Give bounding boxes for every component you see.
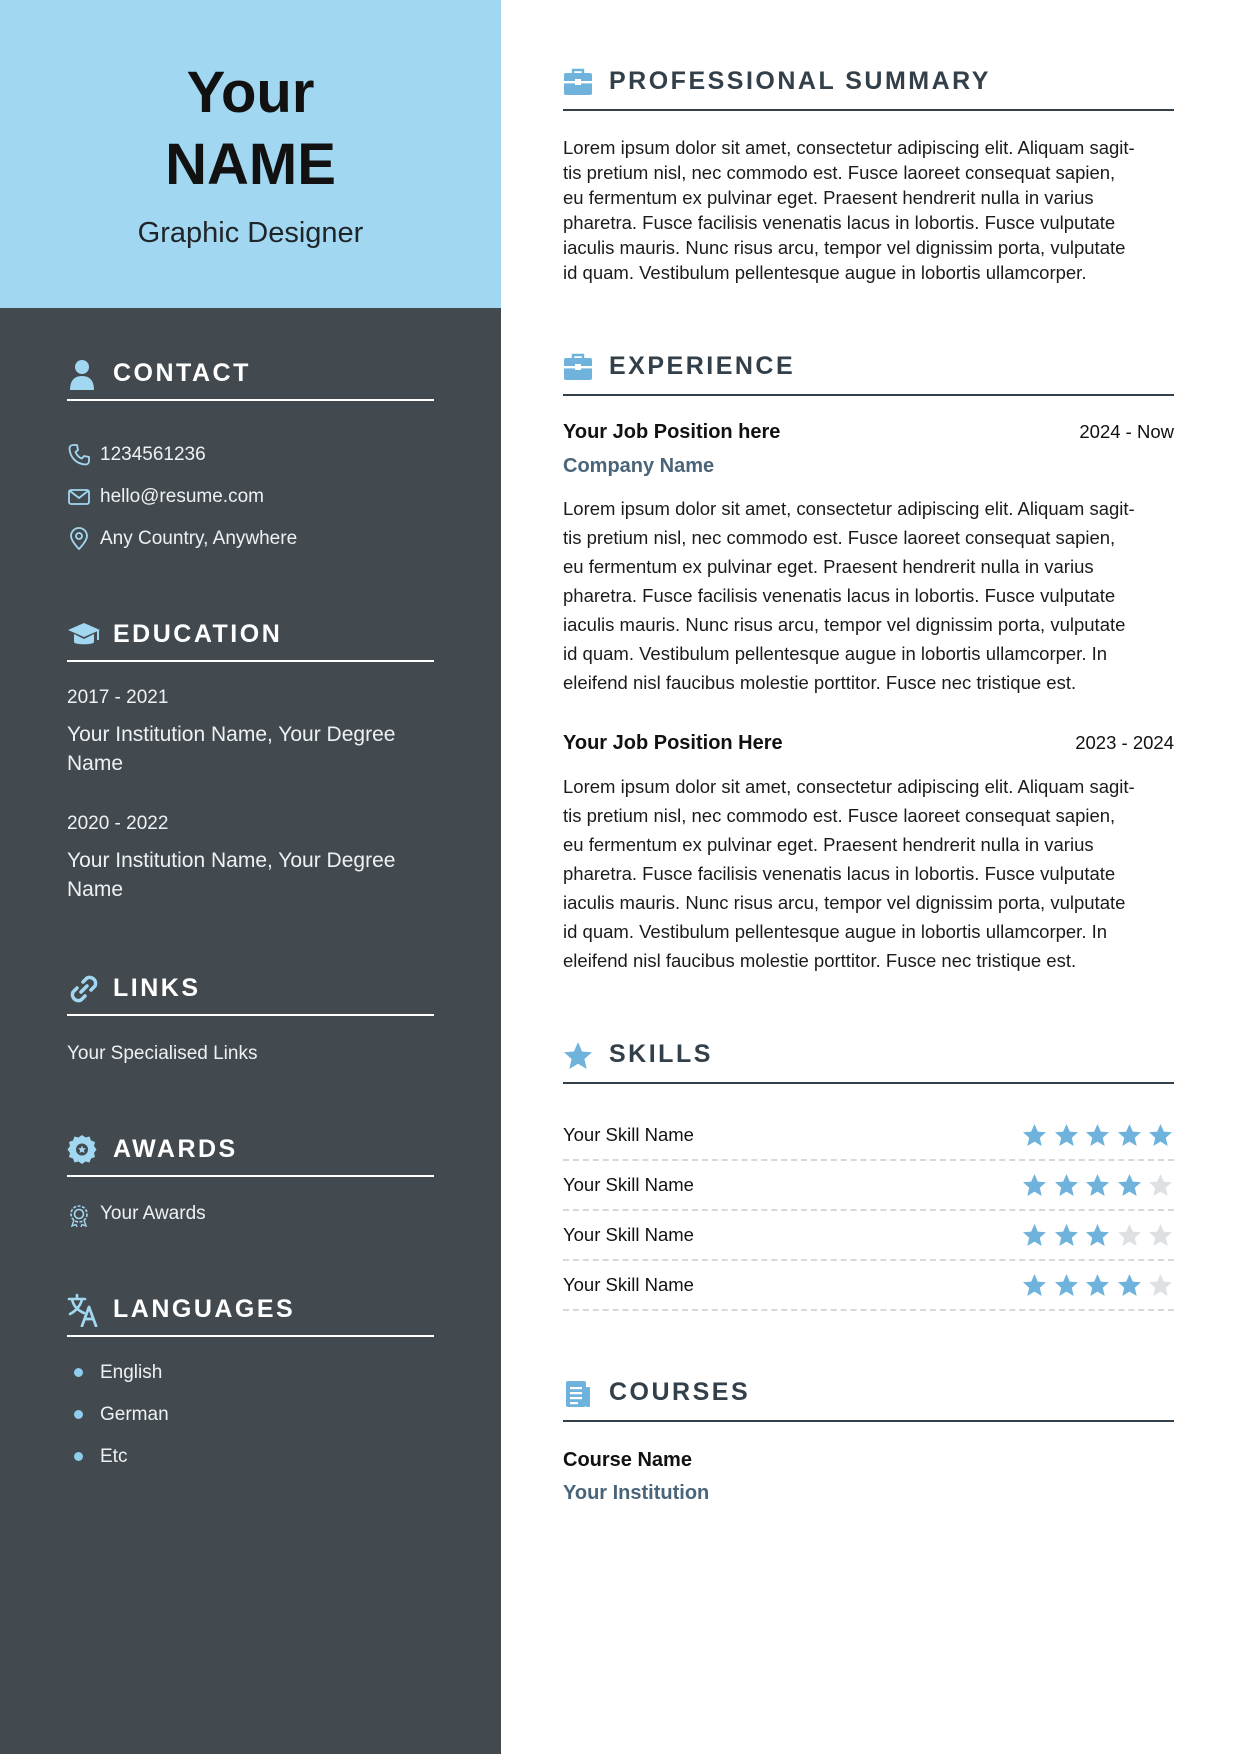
skill-name: Your Skill Name xyxy=(563,1224,694,1245)
skill-row xyxy=(563,1261,1174,1311)
skills-heading-label: SKILLS xyxy=(609,1040,713,1068)
star-empty-icon xyxy=(1148,1223,1173,1248)
education-years: 2017 - 2021 xyxy=(67,687,169,708)
star-filled-icon xyxy=(1022,1273,1047,1298)
summary-line: id quam. Vestibulum pellentesque augue in lobortis ullamcorper. xyxy=(563,262,1087,283)
summary-heading xyxy=(563,64,1174,111)
name-header xyxy=(0,0,501,308)
skill-name: Your Skill Name xyxy=(563,1124,694,1145)
star-filled-icon xyxy=(1117,1273,1142,1298)
star-filled-icon xyxy=(1085,1173,1110,1198)
first-name: Your xyxy=(186,60,315,125)
sidebar xyxy=(0,0,501,1754)
job-description-line: Lorem ipsum dolor sit amet, consectetur adipiscing elit. Aliquam sagit- xyxy=(563,498,1135,519)
job-dates: 2024 - Now xyxy=(1079,421,1174,442)
links-heading xyxy=(67,970,434,1016)
skills-heading xyxy=(563,1037,1174,1084)
job-description-line: eu fermentum ex pulvinar eget. Praesent hendrerit nulla in varius xyxy=(563,556,1094,577)
document-icon xyxy=(563,1379,593,1409)
awards-heading xyxy=(67,1131,434,1177)
star-filled-icon xyxy=(1022,1173,1047,1198)
contact-heading xyxy=(67,355,434,401)
skill-row xyxy=(563,1161,1174,1211)
location-pin-icon xyxy=(67,527,91,551)
skill-row xyxy=(563,1211,1174,1261)
education-years: 2020 - 2022 xyxy=(67,813,169,834)
link-icon xyxy=(67,972,101,1006)
contact-heading-label: CONTACT xyxy=(113,359,251,387)
mail-icon xyxy=(67,485,91,509)
languages-heading-label: LANGUAGES xyxy=(113,1295,296,1323)
links-heading-label: LINKS xyxy=(113,974,201,1002)
job-description xyxy=(563,772,1178,975)
location-text: Any Country, Anywhere xyxy=(100,528,298,549)
job-position: Your Job Position Here xyxy=(563,732,783,754)
skill-rating xyxy=(1022,1123,1174,1149)
language-item: Etc xyxy=(100,1446,128,1467)
summary-line: eu fermentum ex pulvinar eget. Praesent hendrerit nulla in varius xyxy=(563,187,1094,208)
language-item: German xyxy=(100,1404,169,1425)
summary-heading-label: PROFESSIONAL SUMMARY xyxy=(609,67,991,95)
last-name: NAME xyxy=(165,132,336,197)
star-icon xyxy=(563,1041,593,1071)
course-institution: Your Institution xyxy=(563,1482,710,1504)
job-position: Your Job Position here xyxy=(563,421,781,443)
courses-heading-label: COURSES xyxy=(609,1378,751,1406)
person-icon xyxy=(67,358,101,392)
star-filled-icon xyxy=(1085,1273,1110,1298)
phone-icon xyxy=(67,443,91,467)
job-description-line: eu fermentum ex pulvinar eget. Praesent hendrerit nulla in varius xyxy=(563,834,1094,855)
skill-rating xyxy=(1022,1273,1174,1299)
experience-heading-label: EXPERIENCE xyxy=(609,352,796,380)
star-filled-icon xyxy=(1022,1223,1047,1248)
job-role: Graphic Designer xyxy=(137,217,364,249)
job-description xyxy=(563,494,1178,697)
star-empty-icon xyxy=(1148,1173,1173,1198)
job-description-line: Lorem ipsum dolor sit amet, consectetur adipiscing elit. Aliquam sagit- xyxy=(563,776,1135,797)
skill-name: Your Skill Name xyxy=(563,1274,694,1295)
job-description-line: eleifend nisl faucibus molestie porttitor. Fusce nec tristique est. xyxy=(563,950,1077,971)
phone-number[interactable]: 1234561236 xyxy=(100,444,206,465)
job-description-line: id quam. Vestibulum pellentesque augue in lobortis ullamcorper. In xyxy=(563,643,1108,664)
star-filled-icon xyxy=(1117,1123,1142,1148)
summary-line: pharetra. Fusce facilisis venenatis lacus in lobortis. Fusce vulputate xyxy=(563,212,1116,233)
job-description-line: pharetra. Fusce facilisis venenatis lacus in lobortis. Fusce vulputate xyxy=(563,585,1116,606)
summary-line: tis pretium nisl, nec commodo est. Fusce laoreet consequat sapien, xyxy=(563,162,1116,183)
job-description-line: iaculis mauris. Nunc risus arcu, tempor vel dignissim porta, vulputate xyxy=(563,614,1126,635)
links-text[interactable]: Your Specialised Links xyxy=(67,1043,258,1064)
translate-icon xyxy=(67,1293,101,1327)
briefcase-icon xyxy=(563,352,593,382)
languages-heading xyxy=(67,1291,434,1337)
education-heading xyxy=(67,616,434,662)
education-heading-label: EDUCATION xyxy=(113,620,283,648)
job-dates: 2023 - 2024 xyxy=(1075,732,1174,753)
job-description-line: id quam. Vestibulum pellentesque augue in lobortis ullamcorper. In xyxy=(563,921,1108,942)
awards-heading-label: AWARDS xyxy=(113,1135,238,1163)
job-description-line: iaculis mauris. Nunc risus arcu, tempor vel dignissim porta, vulputate xyxy=(563,892,1126,913)
star-filled-icon xyxy=(1054,1173,1079,1198)
summary-line: Lorem ipsum dolor sit amet, consectetur adipiscing elit. Aliquam sagit- xyxy=(563,137,1135,158)
star-filled-icon xyxy=(1085,1123,1110,1148)
language-item: English xyxy=(100,1362,163,1383)
award-badge-icon xyxy=(67,1133,101,1167)
courses-heading xyxy=(563,1375,1174,1422)
award-icon xyxy=(67,1203,91,1227)
bullet-icon xyxy=(74,1410,83,1419)
star-empty-icon xyxy=(1148,1273,1173,1298)
job-description-line: tis pretium nisl, nec commodo est. Fusce laoreet consequat sapien, xyxy=(563,805,1116,826)
awards-text: Your Awards xyxy=(100,1203,206,1224)
education-name: Your Institution Name, Your Degree Name xyxy=(67,723,396,775)
job-description-line: eleifend nisl faucibus molestie porttitor. Fusce nec tristique est. xyxy=(563,672,1077,693)
education-name: Your Institution Name, Your Degree Name xyxy=(67,849,396,901)
star-filled-icon xyxy=(1022,1123,1047,1148)
star-filled-icon xyxy=(1148,1123,1173,1148)
star-filled-icon xyxy=(1054,1123,1079,1148)
star-filled-icon xyxy=(1054,1273,1079,1298)
experience-heading xyxy=(563,349,1174,396)
briefcase-icon xyxy=(563,67,593,97)
company-name: Company Name xyxy=(563,455,715,477)
job-description-line: tis pretium nisl, nec commodo est. Fusce laoreet consequat sapien, xyxy=(563,527,1116,548)
bullet-icon xyxy=(74,1368,83,1377)
star-filled-icon xyxy=(1054,1223,1079,1248)
star-filled-icon xyxy=(1117,1173,1142,1198)
star-filled-icon xyxy=(1085,1223,1110,1248)
skill-name: Your Skill Name xyxy=(563,1174,694,1195)
summary-line: iaculis mauris. Nunc risus arcu, tempor vel dignissim porta, vulputate xyxy=(563,237,1126,258)
skill-rating xyxy=(1022,1173,1174,1199)
graduation-cap-icon xyxy=(67,618,101,652)
summary-paragraph xyxy=(563,135,1178,285)
email-address[interactable]: hello@resume.com xyxy=(100,486,264,507)
job-description-line: pharetra. Fusce facilisis venenatis lacus in lobortis. Fusce vulputate xyxy=(563,863,1116,884)
course-name: Course Name xyxy=(563,1449,692,1471)
star-empty-icon xyxy=(1117,1223,1142,1248)
skill-row xyxy=(563,1111,1174,1161)
bullet-icon xyxy=(74,1452,83,1461)
skill-rating xyxy=(1022,1223,1174,1249)
